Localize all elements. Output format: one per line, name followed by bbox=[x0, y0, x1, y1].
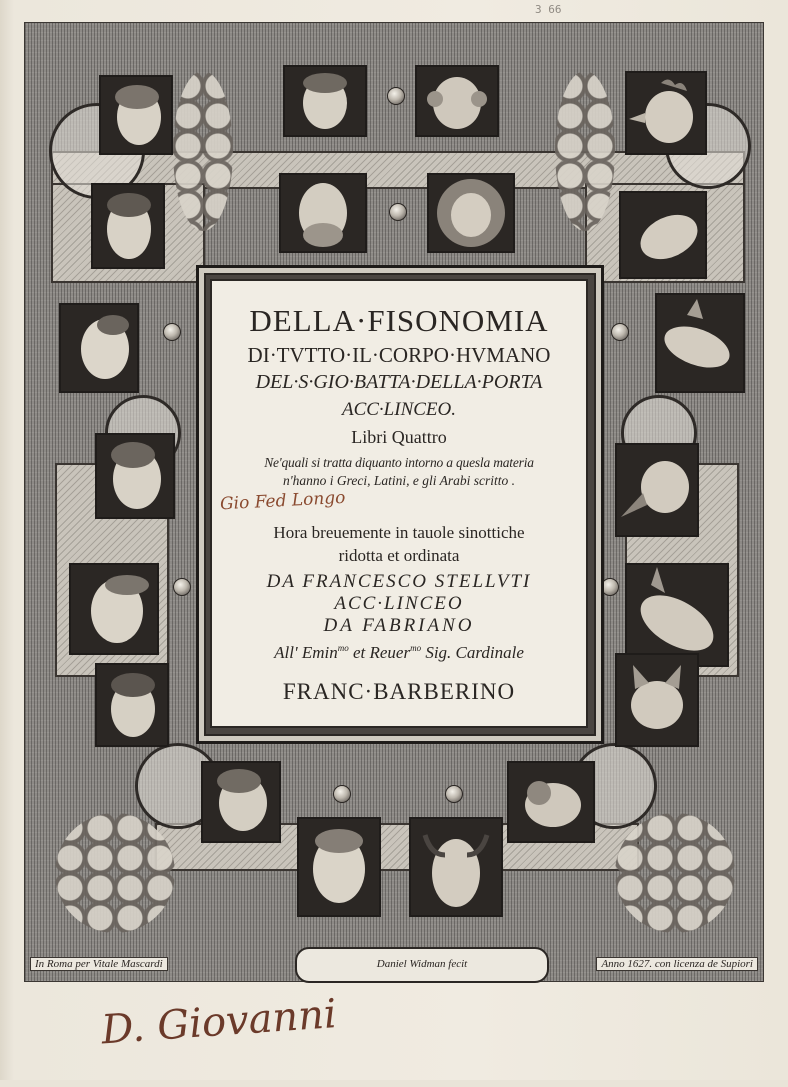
cow-head-niche bbox=[619, 191, 707, 279]
boss-ornament bbox=[389, 203, 407, 221]
fruit-garland bbox=[615, 813, 735, 933]
donkey-head-niche bbox=[625, 563, 729, 667]
bearded-head-niche bbox=[279, 173, 367, 253]
dedication-line bbox=[212, 643, 586, 663]
edition-line: ridotta et ordinata bbox=[338, 546, 460, 565]
human-head-niche bbox=[201, 761, 281, 843]
editor-origin: DA FABRIANO bbox=[323, 615, 475, 636]
engraver-cartouche bbox=[295, 947, 549, 983]
dog-head-niche bbox=[655, 293, 745, 393]
lion-head-niche bbox=[427, 173, 515, 253]
description-line: n'hanno i Greci, Latini, e gli Arabi scritto . bbox=[282, 473, 515, 488]
volume-line: Libri Quattro bbox=[351, 427, 447, 447]
fruit-garland bbox=[55, 813, 175, 933]
ox-head-niche bbox=[409, 817, 503, 917]
boss-ornament bbox=[445, 785, 463, 803]
dedication-superscript: mo bbox=[337, 643, 349, 653]
rooster-head-niche bbox=[625, 71, 707, 155]
subtitle-line: DI·TVTTO·IL·CORPO·HVMANO bbox=[247, 343, 551, 367]
old-man-head-niche bbox=[297, 817, 381, 917]
dedication-superscript: mo bbox=[410, 643, 422, 653]
owner-inscription: Gio Fed Longo bbox=[219, 487, 346, 515]
edition-line: Hora breuemente in tauole sinottiche bbox=[273, 523, 525, 542]
monkey-head-niche bbox=[415, 65, 499, 137]
title-line: DELLA·FISONOMIA bbox=[249, 303, 549, 338]
imprint-place: In Roma per Vitale Mascardi bbox=[30, 957, 168, 971]
description-line: Ne'quali si tratta diquanto intorno a quesla materia bbox=[264, 455, 534, 470]
imprint-date: Anno 1627. con licenza de Supiori bbox=[596, 957, 758, 971]
boss-ornament bbox=[611, 323, 629, 341]
handwritten-signature: D. Giovanni bbox=[99, 991, 339, 1054]
human-head-niche bbox=[99, 75, 173, 155]
editor-affiliation: ACC·LINCEO bbox=[334, 593, 464, 614]
boss-ornament bbox=[173, 578, 191, 596]
boss-ornament bbox=[163, 323, 181, 341]
ram-head-niche bbox=[507, 761, 595, 843]
title-panel bbox=[210, 279, 588, 728]
editor-line: DA FRANCESCO STELLVTI bbox=[266, 571, 532, 592]
author-affiliation: ACC·LINCEO. bbox=[341, 399, 457, 420]
fruit-garland bbox=[173, 71, 233, 231]
bird-head-niche bbox=[615, 443, 699, 537]
shelfmark: 3 66 bbox=[535, 3, 562, 16]
human-head-niche bbox=[69, 563, 159, 655]
human-head-niche bbox=[59, 303, 139, 393]
dedication-part: et Reuer bbox=[348, 643, 411, 662]
human-head-niche bbox=[283, 65, 367, 137]
human-head-niche bbox=[95, 663, 169, 747]
boss-ornament bbox=[333, 785, 351, 803]
human-head-niche bbox=[91, 183, 165, 269]
author-line: DEL·S·GIO·BATTA·DELLA·PORTA bbox=[255, 371, 543, 393]
dedicatee-line: FRANC·BARBERINO bbox=[282, 679, 516, 704]
dedication-part: All' Emin bbox=[274, 643, 338, 662]
dedication-part: Sig. Cardinale bbox=[421, 643, 524, 662]
engraver-signature: Daniel Widman fecit bbox=[376, 958, 468, 970]
human-head-niche bbox=[95, 433, 175, 519]
fruit-garland bbox=[555, 71, 615, 231]
boss-ornament bbox=[387, 87, 405, 105]
cat-head-niche bbox=[615, 653, 699, 747]
